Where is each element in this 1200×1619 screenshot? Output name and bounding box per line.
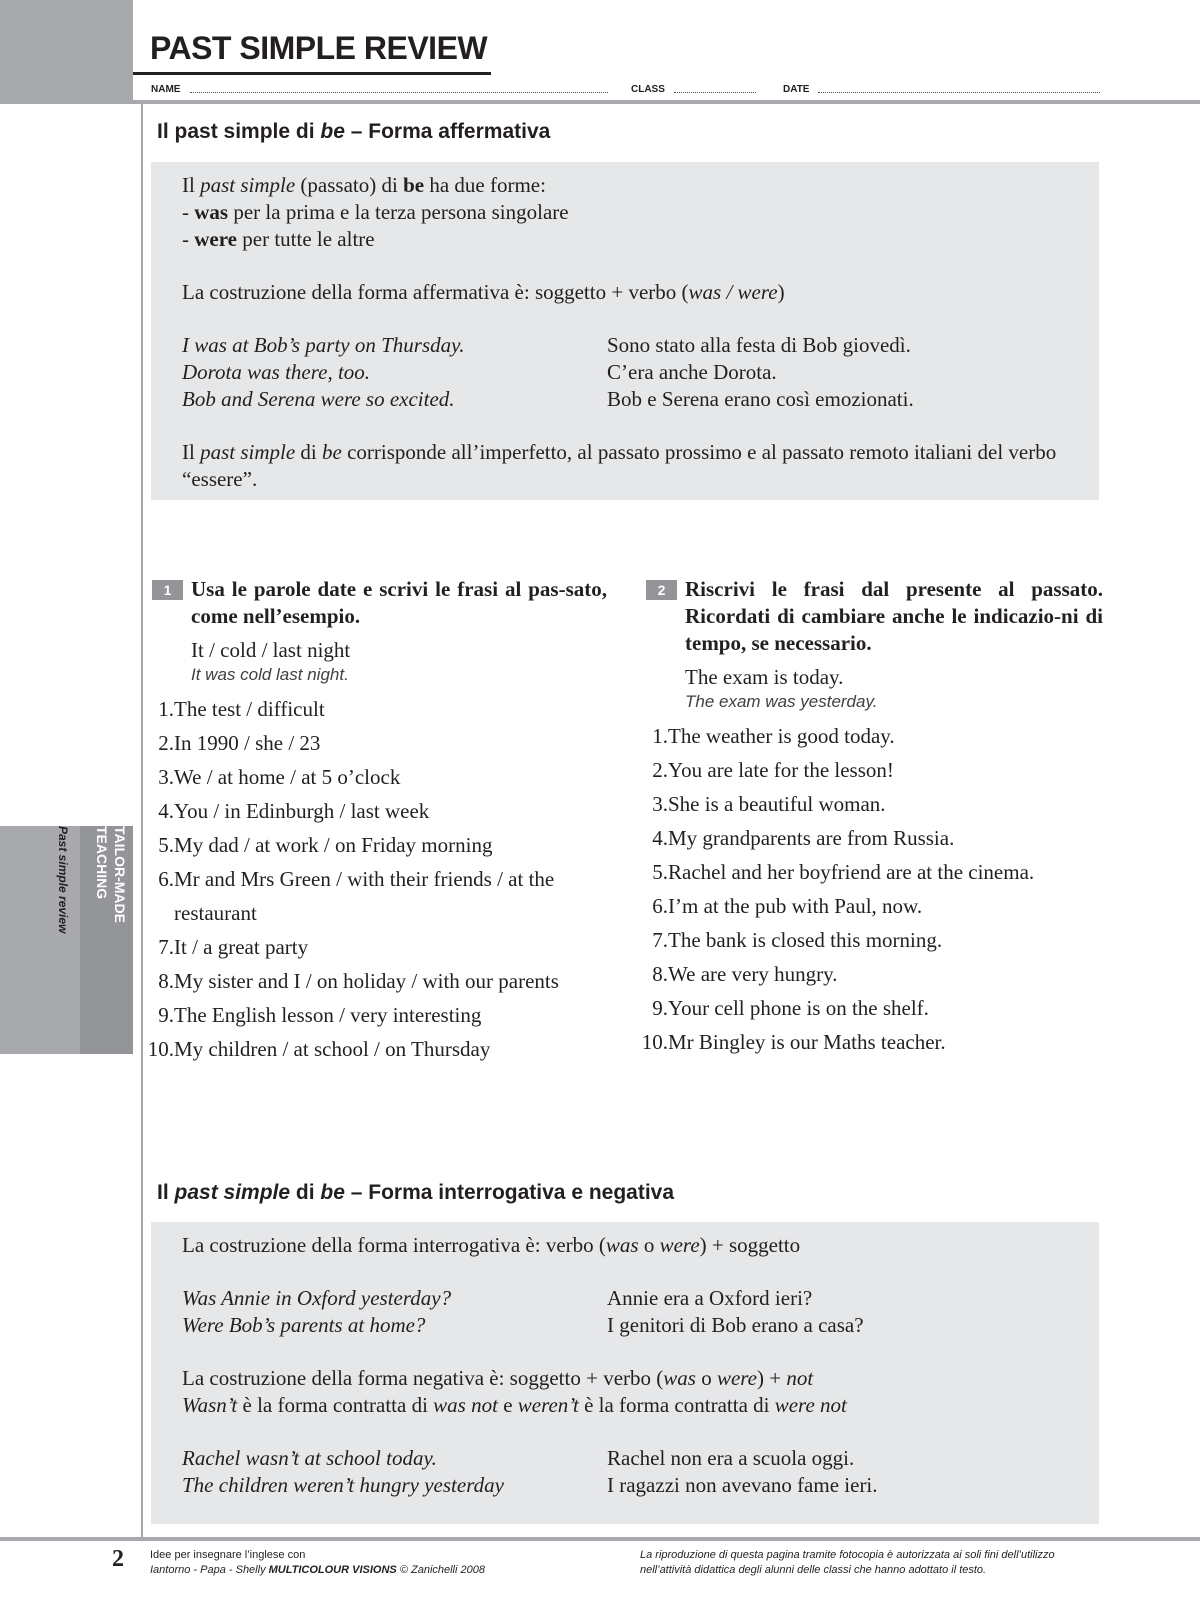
side-tab-line1: TAILOR-MADE <box>112 826 128 923</box>
header-rule <box>0 100 1200 104</box>
exercise-item: 8. We are very hungry. <box>652 962 838 986</box>
grammar-box-interrogative-negative <box>151 1222 1099 1524</box>
title-underline <box>133 72 491 75</box>
header-gray-block <box>0 0 133 100</box>
exercise-item: 10. Mr Bingley is our Maths teacher. <box>641 1030 946 1054</box>
class-field[interactable] <box>674 92 756 93</box>
name-field[interactable] <box>190 92 608 93</box>
example-prompt: The exam is today. <box>685 665 844 689</box>
exercise-item: 7. The bank is closed this morning. <box>652 928 943 952</box>
footer-credits: Idee per insegnare l’inglese con Iantorno - Papa - Shelly MULTICOLOUR VISIONS © Zanichelli 2008 <box>150 1549 485 1576</box>
exercise-1 <box>147 576 607 1066</box>
exercise-number-badge: 2 <box>646 580 677 600</box>
exercise-item: 3. She is a beautiful woman. <box>652 792 886 816</box>
example-prompt: It / cold / last night <box>191 638 351 662</box>
exercise-item: 3. We / at home / at 5 o’clock <box>158 765 401 789</box>
intro-line-2: - was per la prima e la terza persona singolare <box>182 200 569 224</box>
date-field[interactable] <box>818 92 1100 93</box>
example-row: Bob and Serena were so excited. Bob e Serena erano così emozionati. <box>182 387 914 411</box>
exercise-item: 1. The test / difficult <box>158 697 325 721</box>
exercise-item: 8. My sister and I / on holiday / with our parents <box>158 969 559 993</box>
exercise-item: 2. You are late for the lesson! <box>652 758 894 782</box>
example-answer: The exam was yesterday. <box>685 692 878 711</box>
exercise-instruction: Riscrivi le frasi dal presente al passato. Ricordati di cambiare anche le indicazio-ni di tempo, se necessario. <box>685 577 1103 655</box>
exercise-2 <box>641 576 1103 1059</box>
exercise-item: 7. It / a great party <box>158 935 309 959</box>
example-row: Dorota was there, too. C’era anche Dorota. <box>182 360 777 384</box>
interrogative-rule: La costruzione della forma interrogativa è: verbo (was o were) + soggetto <box>182 1233 801 1257</box>
class-label: CLASS <box>631 84 665 95</box>
footer-rule <box>0 1537 1200 1541</box>
example-row: I was at Bob’s party on Thursday. Sono stato alla festa di Bob giovedì. <box>182 333 911 357</box>
exercise-item: 5. My dad / at work / on Friday morning <box>158 833 493 857</box>
exercise-item: 2. In 1990 / she / 23 <box>158 731 321 755</box>
page-title: PAST SIMPLE REVIEW <box>150 30 488 66</box>
exercise-item: 1. The weather is good today. <box>652 724 895 748</box>
exercise-item: 6. I’m at the pub with Paul, now. <box>652 894 923 918</box>
example-row: Was Annie in Oxford yesterday? Annie era a Oxford ieri? <box>182 1286 813 1310</box>
side-tab-line2: TEACHING <box>94 826 110 900</box>
name-label: NAME <box>151 84 181 95</box>
footer-copyright-notice: La riproduzione di questa pagina tramite fotocopia è autorizzata ai soli fini dell’utilizzo nell’attività didattica degli alunni delle classi che hanno adottato il testo. <box>640 1549 1055 1576</box>
exercise-item: 4. You / in Edinburgh / last week <box>158 799 430 823</box>
exercise-item: 10. My children / at school / on Thursday <box>147 1037 491 1061</box>
exercise-number-badge: 1 <box>152 580 183 600</box>
exercise-item: 9. The English lesson / very interesting <box>158 1003 482 1027</box>
exercise-item: 9. Your cell phone is on the shelf. <box>652 996 929 1020</box>
intro-line-1: Il past simple (passato) di be ha due forme: <box>182 173 546 197</box>
example-row: Were Bob’s parents at home? I genitori di Bob erano a casa? <box>182 1313 864 1337</box>
affirmative-rule: La costruzione della forma affermativa è: soggetto + verbo (was / were) <box>182 280 785 304</box>
equivalence-note: Il past simple di be corrisponde all’imperfetto, al passato prossimo e al passato remoto italiani del verbo “essere”. <box>182 440 1057 491</box>
section2-title: Il past simple di be – Forma interrogativa e negativa <box>157 1181 675 1204</box>
exercise-item: 5. Rachel and her boyfriend are at the cinema. <box>652 860 1035 884</box>
example-row: The children weren’t hungry yesterday I ragazzi non avevano fame ieri. <box>182 1473 878 1497</box>
exercise-instruction: Usa le parole date e scrivi le frasi al pas-sato, come nell’esempio. <box>191 577 607 628</box>
exercise-item: 6. Mr and Mrs Green / with their friends / at the restaurant <box>158 867 555 925</box>
date-label: DATE <box>783 84 810 95</box>
intro-line-3: - were per tutte le altre <box>182 227 375 251</box>
example-row: Rachel wasn’t at school today. Rachel non era a scuola oggi. <box>182 1446 855 1470</box>
side-tab-subtitle: Past simple review <box>56 826 70 934</box>
section1-title: Il past simple di be – Forma affermativa <box>157 120 551 143</box>
example-answer: It was cold last night. <box>191 665 349 684</box>
contraction-rule: Wasn’t è la forma contratta di was not e weren’t è la forma contratta di were not <box>182 1393 847 1417</box>
grammar-box-affirmative <box>151 162 1099 500</box>
exercise-item: 4. My grandparents are from Russia. <box>652 826 955 850</box>
page-number: 2 <box>112 1546 124 1572</box>
negative-rule: La costruzione della forma negativa è: soggetto + verbo (was o were) + not <box>182 1366 814 1390</box>
